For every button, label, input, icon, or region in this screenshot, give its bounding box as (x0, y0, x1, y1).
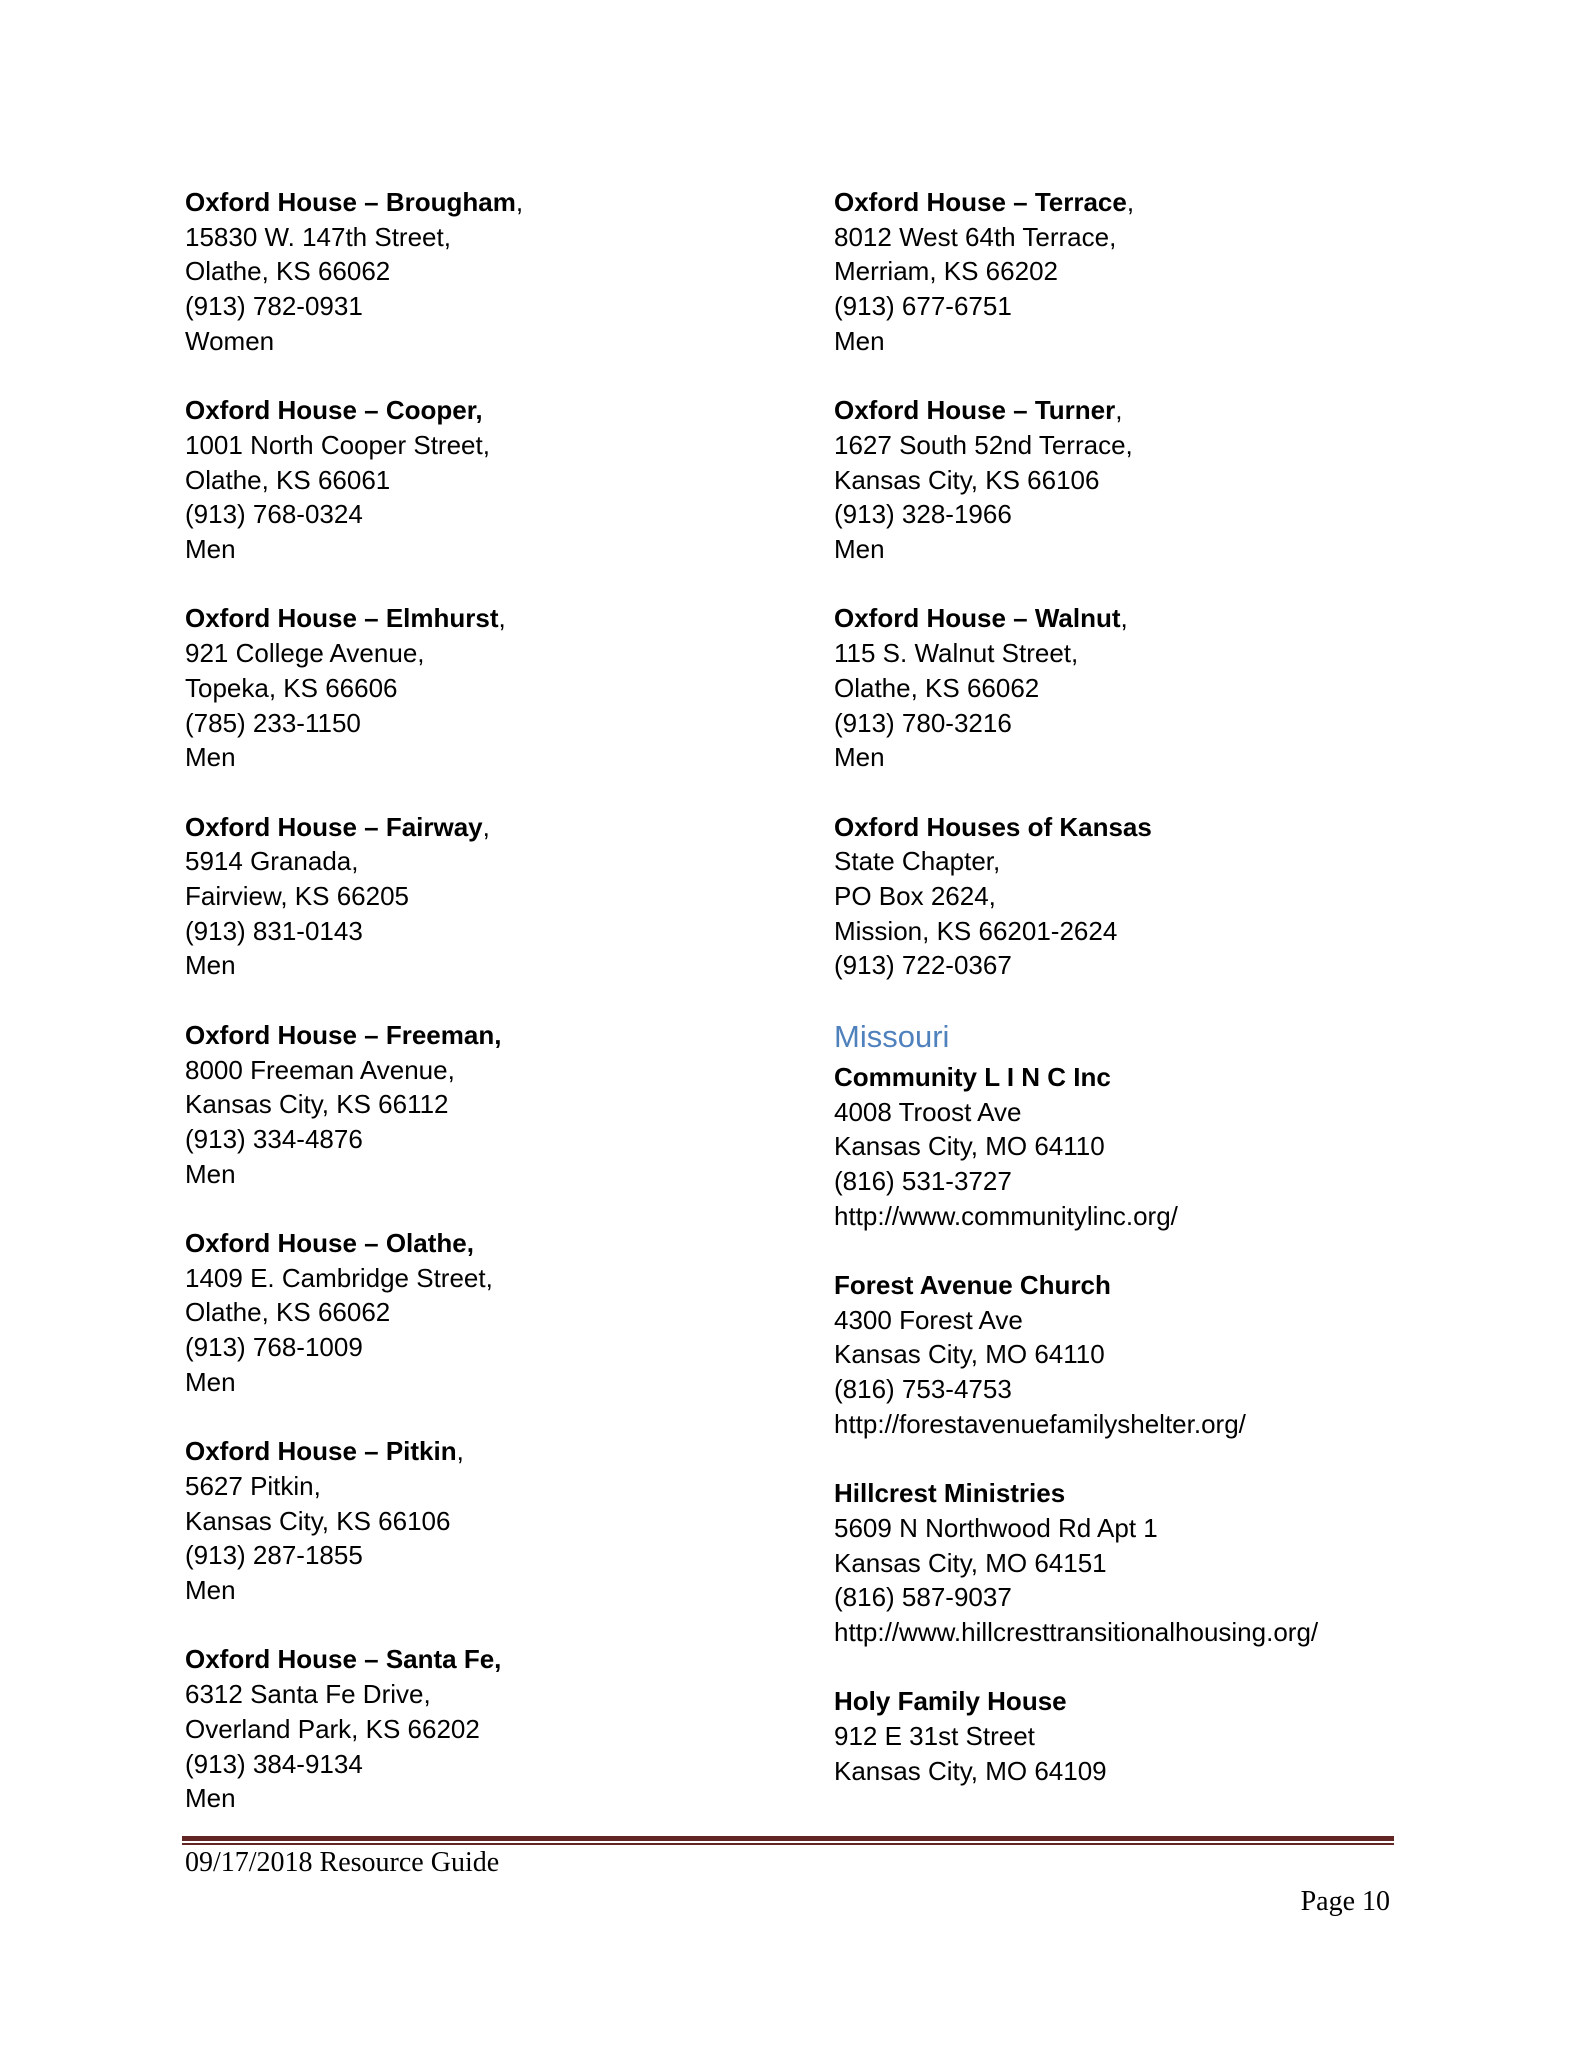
resource-detail-line: (785) 233-1150 (185, 707, 361, 738)
resource-detail-line: Mission, KS 66201-2624 (834, 915, 1118, 946)
resource-detail-line: Kansas City, KS 66112 (185, 1089, 449, 1120)
resource-detail-line: 4008 Troost Ave (834, 1096, 1022, 1127)
resource-detail-line: Olathe, KS 66061 (185, 464, 391, 495)
resource-entry (834, 1684, 1454, 1788)
resource-website[interactable]: http://forestavenuefamilyshelter.org/ (834, 1408, 1246, 1439)
resource-entry (834, 185, 1454, 359)
resource-detail-line: Olathe, KS 66062 (185, 256, 391, 287)
resource-entry (185, 1434, 785, 1608)
resource-name-punctuation: , (482, 811, 490, 842)
resource-entry (185, 1226, 785, 1400)
resource-detail-line: 5627 Pitkin, (185, 1470, 321, 1501)
resource-detail-line: Kansas City, KS 66106 (834, 464, 1100, 495)
resource-detail-line: Kansas City, MO 64109 (834, 1755, 1107, 1786)
resource-name-punctuation: , (498, 603, 506, 634)
resource-website[interactable]: http://www.communitylinc.org/ (834, 1200, 1178, 1231)
resource-name-line (185, 1018, 785, 1053)
resource-detail-line: (816) 587-9037 (834, 1582, 1012, 1613)
resource-name-line (185, 601, 785, 636)
resource-name-punctuation: , (1115, 395, 1123, 426)
resource-detail-line: Fairview, KS 66205 (185, 881, 410, 912)
resource-detail-line: 8000 Freeman Avenue, (185, 1054, 455, 1085)
resource-detail-line: (913) 677-6751 (834, 291, 1012, 322)
resource-entry (834, 393, 1454, 567)
resource-name: Forest Avenue Church (834, 1270, 1111, 1301)
resource-name-line (185, 185, 785, 220)
resource-name-line (834, 1060, 1454, 1095)
resource-entry (834, 810, 1454, 984)
resource-name-line (185, 393, 785, 428)
resource-name-line (834, 1476, 1454, 1511)
resource-name-punctuation: , (515, 187, 524, 217)
resource-detail-line: 912 E 31st Street (834, 1721, 1035, 1752)
resource-website[interactable]: http://www.hillcresttransitionalhousing.org/ (834, 1617, 1319, 1648)
resource-name: Oxford House – Pitkin (185, 1436, 457, 1467)
resource-detail-line: 6312 Santa Fe Drive, (185, 1679, 431, 1710)
resource-detail-line: 15830 W. 147th Street, (185, 221, 451, 252)
resource-name-punctuation: , (1126, 187, 1135, 217)
resource-name-line (834, 810, 1454, 845)
footer-page-number: Page 10 (1300, 1886, 1390, 1917)
resource-name: Oxford House – Brougham (185, 187, 516, 217)
resource-detail-line: 5609 N Northwood Rd Apt 1 (834, 1512, 1158, 1543)
resource-detail-line: Merriam, KS 66202 (834, 256, 1058, 287)
resource-name: Community L I N C Inc (834, 1061, 1111, 1092)
resource-entry (185, 601, 785, 775)
resource-detail-line: Kansas City, MO 64110 (834, 1131, 1105, 1162)
resource-name: Oxford House – Olathe, (185, 1228, 474, 1259)
resource-detail-line: (913) 334-4876 (185, 1123, 363, 1154)
footer-rule-thick (182, 1836, 1394, 1841)
resource-entry (185, 393, 785, 567)
resource-entry (185, 1018, 785, 1192)
resource-entry (834, 601, 1454, 775)
resource-detail-line: (913) 768-1009 (185, 1332, 363, 1363)
resource-detail-line: Men (834, 325, 885, 356)
resource-detail-line: 5914 Granada, (185, 846, 359, 877)
resource-name-punctuation: , (456, 1436, 464, 1467)
resource-name-line (834, 1268, 1454, 1303)
resource-name-line (185, 1642, 785, 1677)
resource-name-line (185, 810, 785, 845)
resource-detail-line: Men (185, 1575, 236, 1606)
resource-name-line (185, 1434, 785, 1469)
resource-detail-line: Kansas City, MO 64151 (834, 1547, 1107, 1578)
resource-detail-line: 115 S. Walnut Street, (834, 638, 1079, 669)
footer-rule-thin (182, 1843, 1394, 1845)
resource-detail-line: Topeka, KS 66606 (185, 672, 398, 703)
resource-name-line (834, 185, 1454, 220)
resource-name: Oxford House – Fairway (185, 811, 483, 842)
resource-detail-line: 8012 West 64th Terrace, (834, 221, 1117, 252)
resource-detail-line: 4300 Forest Ave (834, 1304, 1023, 1335)
resource-detail-line: Men (185, 950, 236, 981)
resource-name: Oxford House – Turner (834, 395, 1116, 426)
resource-detail-line: State Chapter, (834, 846, 1001, 877)
resource-detail-line: Olathe, KS 66062 (185, 1297, 391, 1328)
section-heading-missouri: Missouri (834, 1018, 950, 1054)
footer-document-title: 09/17/2018 Resource Guide (185, 1847, 500, 1878)
resource-detail-line: Men (834, 742, 885, 773)
resource-name: Oxford Houses of Kansas (834, 811, 1152, 842)
resource-detail-line: (913) 782-0931 (185, 291, 363, 322)
resource-detail-line: 1627 South 52nd Terrace, (834, 429, 1133, 460)
resource-detail-line: (913) 722-0367 (834, 950, 1012, 981)
resource-detail-line: Men (185, 742, 236, 773)
resource-detail-line: Kansas City, MO 64110 (834, 1339, 1105, 1370)
resource-detail-line: (913) 287-1855 (185, 1540, 363, 1571)
resource-detail-line: Olathe, KS 66062 (834, 672, 1040, 703)
resource-detail-line: Kansas City, KS 66106 (185, 1505, 451, 1536)
resource-detail-line: Women (185, 325, 275, 356)
resource-detail-line: Men (185, 1366, 236, 1397)
resource-name: Oxford House – Santa Fe, (185, 1644, 502, 1675)
resource-detail-line: (913) 384-9134 (185, 1748, 363, 1779)
resource-name-punctuation: , (1120, 603, 1128, 634)
resource-detail-line: 1001 North Cooper Street, (185, 429, 490, 460)
resource-detail-line: (816) 753-4753 (834, 1374, 1012, 1405)
resource-detail-line: PO Box 2624, (834, 881, 996, 912)
resource-detail-line: 1409 E. Cambridge Street, (185, 1262, 493, 1293)
left-column (185, 185, 785, 1851)
resource-detail-line: (913) 328-1966 (834, 499, 1012, 530)
resource-name-line (834, 393, 1454, 428)
resource-name: Oxford House – Elmhurst (185, 603, 499, 634)
resource-name: Hillcrest Ministries (834, 1478, 1066, 1509)
resource-name: Oxford House – Cooper, (185, 395, 483, 426)
resource-detail-line: Men (834, 534, 885, 565)
resource-entry (185, 1642, 785, 1816)
resource-entry (834, 1476, 1454, 1650)
resource-detail-line: Men (185, 1158, 236, 1189)
resource-name: Holy Family House (834, 1686, 1067, 1717)
resource-detail-line: Men (185, 534, 236, 565)
resource-detail-line: (816) 531-3727 (834, 1165, 1012, 1196)
resource-detail-line: (913) 780-3216 (834, 707, 1012, 738)
resource-entry (185, 185, 785, 359)
resource-entry (185, 810, 785, 984)
resource-detail-line: Men (185, 1783, 236, 1814)
resource-name: Oxford House – Terrace (834, 187, 1127, 217)
resource-entry (834, 1268, 1454, 1442)
resource-detail-line: (913) 831-0143 (185, 915, 363, 946)
right-column (834, 185, 1454, 1823)
resource-name-line (185, 1226, 785, 1261)
resource-detail-line: Overland Park, KS 66202 (185, 1713, 480, 1744)
resource-detail-line: (913) 768-0324 (185, 499, 363, 530)
resource-detail-line: 921 College Avenue, (185, 638, 425, 669)
resource-entry (834, 1060, 1454, 1234)
resource-name-line (834, 601, 1454, 636)
resource-name: Oxford House – Walnut (834, 603, 1121, 634)
resource-name: Oxford House – Freeman, (185, 1019, 502, 1050)
resource-name-line (834, 1684, 1454, 1719)
